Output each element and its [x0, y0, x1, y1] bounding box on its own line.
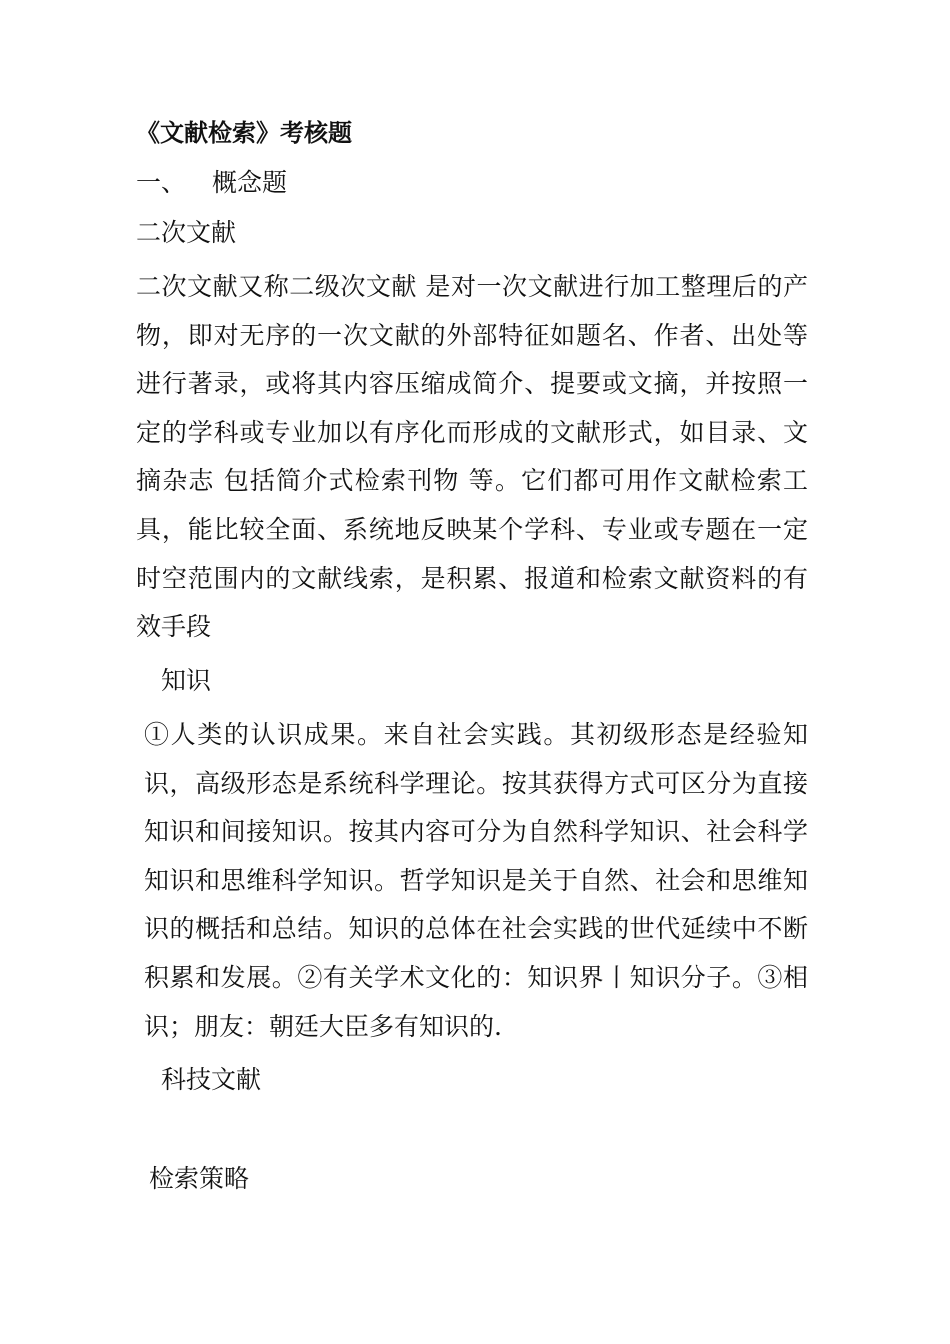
term-heading: 科技文献 [161, 1065, 262, 1094]
section-title: 概念题 [212, 168, 288, 197]
term-heading: 知识 [161, 666, 212, 695]
section-number: 一、 [136, 168, 187, 197]
term-definition: ①人类的认识成果。来自社会实践。其初级形态是经验知识，高级形态是系统科学理论。按其获得方式可区分为直接知识和间接知识。按其内容可分为自然科学知识、社会科学知识和思维科学知识。哲学知识是关于自然、社会和思维知识的概括和总结。知识的总体在社会实践的世代延续中不断积累和发展。②有关学术文化的：知识界丨知识分子。③相识；朋友：朝廷大臣多有知识的. [144, 720, 808, 1041]
term-definition: 二次文献又称二级次文献 是对一次文献进行加工整理后的产物，即对无序的一次文献的外部特征如题名、作者、出处等进行著录，或将其内容压缩成简介、提要或文摘，并按照一定的学科或专业加以有序化而形成的文献形式，如目录、文摘杂志 包括简介式检索刊物 等。它们都可用作文献检索工具，能比较全面、系统地反映某个学科、专业或专题在一定时空范围内的文献线索，是积累、报道和检索文献资料的有效手段 [136, 272, 808, 642]
term-heading: 二次文献 [136, 218, 237, 247]
document-title: 《文献检索》考核题 [136, 119, 352, 147]
term-heading: 检索策略 [149, 1164, 250, 1193]
